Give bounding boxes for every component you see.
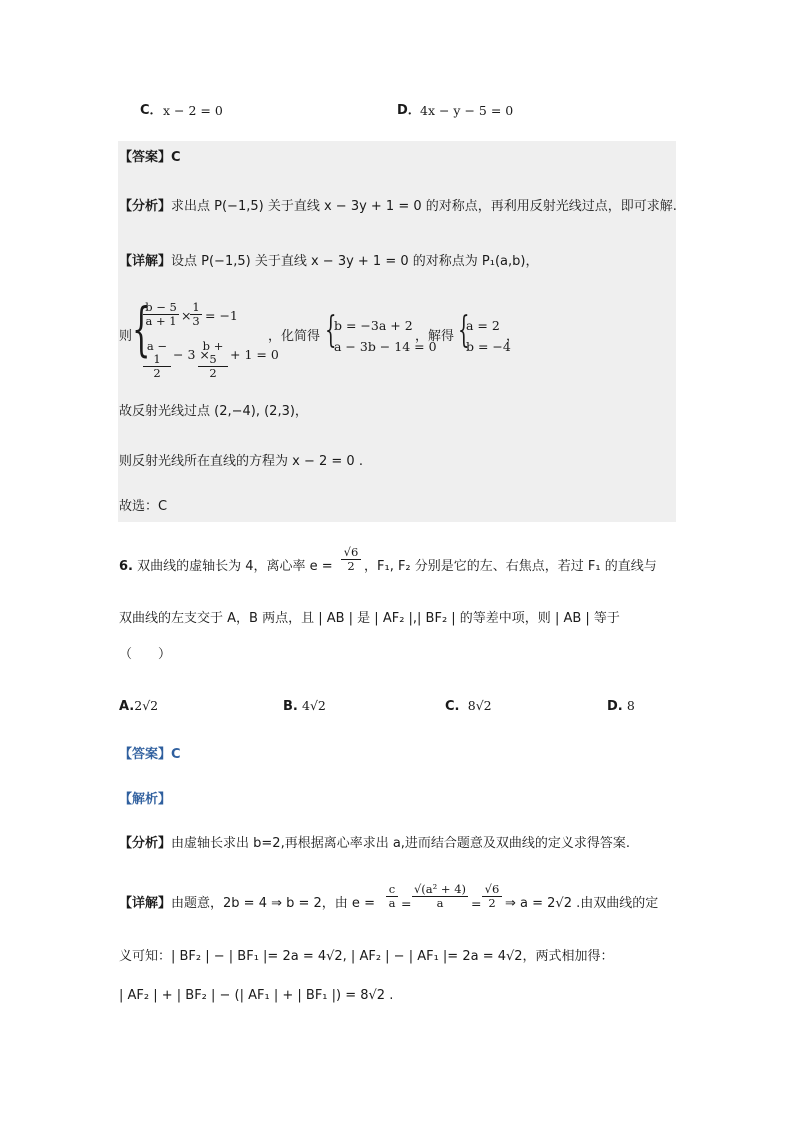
fraction-denominator: 2 — [209, 366, 217, 380]
q5-option-d-expr: 4x − y − 5 = 0 — [420, 103, 514, 118]
option-label: D. — [607, 699, 623, 714]
sys1-row1-frac — [143, 301, 179, 328]
sys2-row2: a − 3b − 14 = 0 — [334, 339, 437, 354]
q6-detail-line3: | AF₂ | + | BF₂ | − (| AF₁ | + | BF₁ |) = 8√2 . — [119, 988, 394, 1003]
q5-pass-points: 故反射光线过点 (2,−4), (2,3)， — [119, 404, 308, 419]
sys1-row2-frac — [143, 340, 171, 380]
q6-option-d — [607, 698, 635, 715]
fraction-denominator: 2 — [347, 559, 355, 573]
fraction-numerator: b − 5 — [145, 300, 177, 314]
solve-text: ，解得 — [415, 329, 455, 344]
c-over-a-frac — [386, 883, 398, 910]
sys3-row1: a = 2 — [466, 318, 500, 333]
q5-choose: 故选：C — [119, 499, 168, 514]
q6-detail-line1 — [119, 896, 375, 912]
sys2-row1: b = −3a + 2 — [334, 318, 413, 333]
fraction-denominator: 2 — [153, 366, 161, 380]
sqrt-frac — [412, 883, 468, 910]
sys1-row2-rhs: + 1 = 0 — [230, 347, 279, 362]
fraction-denominator: 3 — [192, 314, 200, 328]
q5-option-c-label: C． — [140, 103, 163, 118]
detail-tag: 【详解】 — [119, 896, 172, 911]
analysis-text: 求出点 P(−1,5) 关于直线 x − 3y + 1 = 0 的对称点，再利用反射光线过点，即可求解. — [171, 199, 677, 214]
detail-text: 设点 P(−1,5) 关于直线 x − 3y + 1 = 0 的对称点为 P₁(a,b)， — [171, 254, 539, 269]
sys1-row1-frac2 — [190, 301, 202, 328]
question-number: 6. — [119, 559, 133, 574]
option-value: 8 — [626, 698, 635, 713]
q6-stem-line2: 双曲线的左支交于 A，B 两点，且 | AB | 是 | AF₂ |,| BF₂ | 的等差中项，则 | AB | 等于 — [119, 611, 620, 626]
answer-tag: 【答案】 — [119, 150, 172, 165]
root6-frac — [482, 883, 502, 910]
times-sign: × — [181, 308, 192, 323]
q5-option-c-expr: x − 2 = 0 — [163, 103, 223, 118]
q5-option-d-label: D． — [397, 103, 421, 118]
q6-paren: （ ） — [119, 647, 172, 662]
fraction-denominator: 2 — [488, 896, 496, 910]
analysis-tag: 【分析】 — [119, 836, 172, 851]
fraction-denominator: a — [388, 896, 396, 910]
fraction-numerator: √(a² + 4) — [413, 882, 467, 896]
simplify-text: ，化简得 — [268, 329, 321, 344]
analysis-tag: 【分析】 — [119, 199, 172, 214]
fraction-numerator: √6 — [343, 545, 359, 559]
fraction-numerator: a − 1 — [146, 339, 168, 366]
q6-option-c — [445, 698, 492, 715]
stem-text: 双曲线的虚轴长为 4，离心率 e = — [137, 559, 333, 574]
analysis-text: 由虚轴长求出 b=2,再根据离心率求出 a,进而结合题意及双曲线的定义求得答案. — [171, 836, 631, 851]
q6-parse-tag: 【解析】 — [119, 792, 172, 807]
q6-stem-line1 — [119, 559, 333, 575]
fraction-numerator: 1 — [192, 300, 200, 314]
detail-tag: 【详解】 — [119, 254, 172, 269]
equals-sign-2: = — [471, 896, 482, 911]
then-char: 则 — [119, 329, 133, 344]
q6-analysis-line — [119, 836, 630, 852]
fraction-denominator: a + 1 — [145, 314, 177, 328]
option-label: C. — [445, 699, 460, 714]
answer-tag: 【答案】 — [119, 747, 172, 762]
q5-detail-line — [119, 254, 538, 270]
equals-sign: = — [401, 896, 412, 911]
answer-value: C — [171, 747, 181, 762]
system2-brace: { — [325, 310, 337, 351]
option-label: B. — [283, 699, 298, 714]
answer-value: C — [171, 150, 181, 165]
option-value: 4√2 — [302, 698, 326, 713]
q5-analysis-line — [119, 199, 677, 215]
q6-answer-line — [119, 747, 181, 763]
option-label: A. — [119, 699, 135, 714]
option-value: 2√2 — [134, 698, 159, 713]
trailing-comma: ， — [506, 329, 520, 344]
q5-line-equation: 则反射光线所在直线的方程为 x − 2 = 0 . — [119, 454, 363, 469]
fraction-numerator: √6 — [484, 882, 500, 896]
eccentricity-frac — [341, 546, 361, 573]
q6-stem-line1-rest: ，F₁, F₂ 分别是它的左、右焦点，若过 F₁ 的直线与 — [364, 559, 657, 574]
system1-brace: { — [132, 295, 151, 363]
detail-post: ⇒ a = 2√2 .由双曲线的定 — [505, 896, 659, 911]
q6-option-a — [119, 698, 158, 715]
fraction-numerator: c — [388, 882, 396, 896]
sys1-row1-rhs: = −1 — [205, 308, 238, 323]
sys3-row2: b = −4 — [466, 339, 511, 354]
option-value: 8√2 — [467, 698, 492, 713]
fraction-numerator: b + 5 — [202, 339, 224, 366]
fraction-denominator: a — [436, 896, 444, 910]
sys1-row2-frac2 — [198, 340, 228, 380]
sys1-row2-mid: − 3 × — [173, 347, 210, 362]
system3-brace: { — [458, 310, 470, 351]
detail-pre: 由题意，2b = 4 ⇒ b = 2，由 e = — [171, 896, 375, 911]
q6-detail-line2: 义可知：| BF₂ | − | BF₁ |= 2a = 4√2, | AF₂ | − | AF₁ |= 2a = 4√2，两式相加得： — [119, 949, 614, 964]
q5-answer-line — [119, 150, 181, 166]
q6-option-b — [283, 698, 326, 715]
